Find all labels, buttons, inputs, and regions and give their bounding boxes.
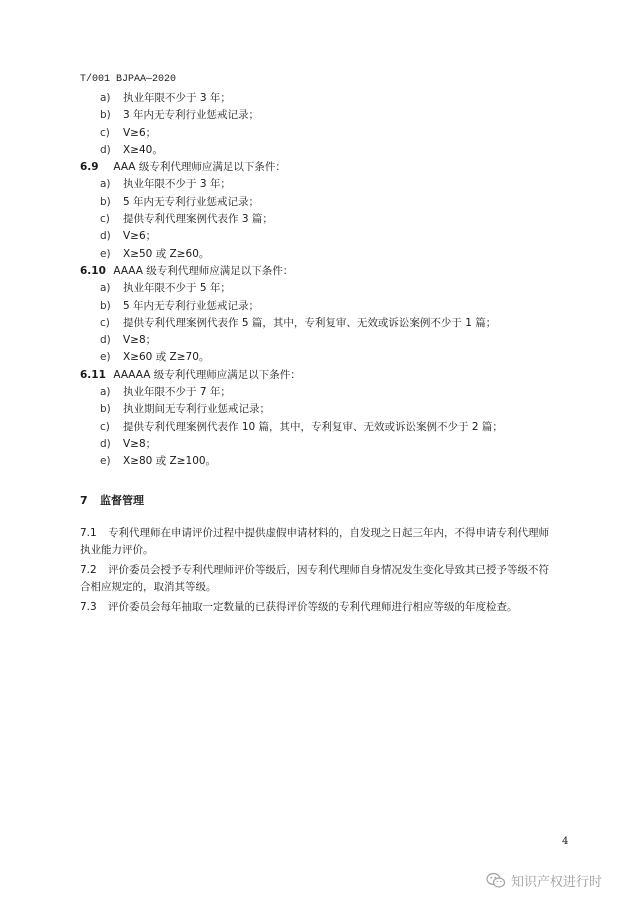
list-item: a) 执业年限不少于 7 年； xyxy=(100,386,231,399)
page-number: 4 xyxy=(562,836,569,847)
paragraph-7-1 xyxy=(80,525,600,560)
list-item: c) 提供专利代理案例代表作 3 篇； xyxy=(100,213,273,226)
list-item: d) V≥8； xyxy=(100,437,157,450)
clause-6-10-heading xyxy=(80,263,600,280)
clause-number: 6.10 xyxy=(80,264,106,277)
paragraph-text: 评价委员会授予专利代理师评价等级后，因专利代理师自身情况发生变化导致其已授予等级不符 合相应规定的，取消其等级。 xyxy=(80,563,549,594)
list-item: d) X≥40。 xyxy=(100,143,163,156)
section-number: 7 xyxy=(80,493,88,507)
paragraph-text: 评价委员会每年抽取一定数量的已获得评价等级的专利代理师进行相应等级的年度检查。 xyxy=(108,600,518,613)
clause-6-11-heading xyxy=(80,367,600,384)
clause-number: 6.11 xyxy=(80,368,106,381)
clause-number: 6.9 xyxy=(80,161,99,174)
list-6-8-tail xyxy=(80,90,600,159)
list-item: a) 执业年限不少于 5 年； xyxy=(100,282,231,295)
section-title: 监督管理 xyxy=(100,493,144,507)
document-body xyxy=(80,90,600,616)
clause-title: AAAAA 级专利代理师应满足以下条件： xyxy=(113,368,301,381)
section-7-heading xyxy=(80,489,600,513)
paragraph-number: 7.2 xyxy=(80,563,97,576)
list-item: b) 5 年内无专利行业惩戒记录； xyxy=(100,195,260,208)
list-6-11 xyxy=(80,384,600,470)
list-item: c) 提供专利代理案例代表作 10 篇，其中，专利复审、无效或诉讼案例不少于 2 篇； xyxy=(100,420,503,433)
list-item: e) X≥50 或 Z≥60。 xyxy=(100,247,210,260)
list-item: b) 执业期间无专利行业惩戒记录； xyxy=(100,403,270,416)
list-item: e) X≥80 或 Z≥100。 xyxy=(100,455,217,468)
list-item: b) 3 年内无专利行业惩戒记录； xyxy=(100,109,260,122)
paragraph-7-2 xyxy=(80,562,600,597)
list-item: c) V≥6； xyxy=(100,126,157,139)
clause-title: AAAA 级专利代理师应满足以下条件： xyxy=(113,264,294,277)
clause-title: AAA 级专利代理师应满足以下条件： xyxy=(113,161,286,174)
paragraph-text: 专利代理师在申请评价过程中提供虚假申请材料的，自发现之日起三年内，不得申请专利代理师 执业能力评价。 xyxy=(80,526,549,557)
list-item: a) 执业年限不少于 3 年； xyxy=(100,92,231,104)
clause-6-9-heading xyxy=(80,159,600,176)
watermark xyxy=(486,868,602,892)
paragraph-7-3 xyxy=(80,599,600,617)
list-item: c) 提供专利代理案例代表作 5 篇，其中，专利复审、无效或诉讼案例不少于 1 篇； xyxy=(100,316,497,329)
paragraph-number: 7.1 xyxy=(80,526,97,539)
wechat-icon xyxy=(486,872,506,889)
list-item: a) 执业年限不少于 3 年； xyxy=(100,178,231,191)
standard-header: T/001 BJPAA—2020 xyxy=(80,74,177,85)
list-item: b) 5 年内无专利行业惩戒记录； xyxy=(100,299,260,312)
list-item: d) V≥6； xyxy=(100,230,157,243)
watermark-text: 知识产权进行时 xyxy=(511,874,603,890)
list-6-9 xyxy=(80,176,600,262)
paragraph-number: 7.3 xyxy=(80,600,97,613)
list-item: e) X≥60 或 Z≥70。 xyxy=(100,351,210,364)
list-item: d) V≥8； xyxy=(100,334,157,347)
list-6-10 xyxy=(80,280,600,366)
